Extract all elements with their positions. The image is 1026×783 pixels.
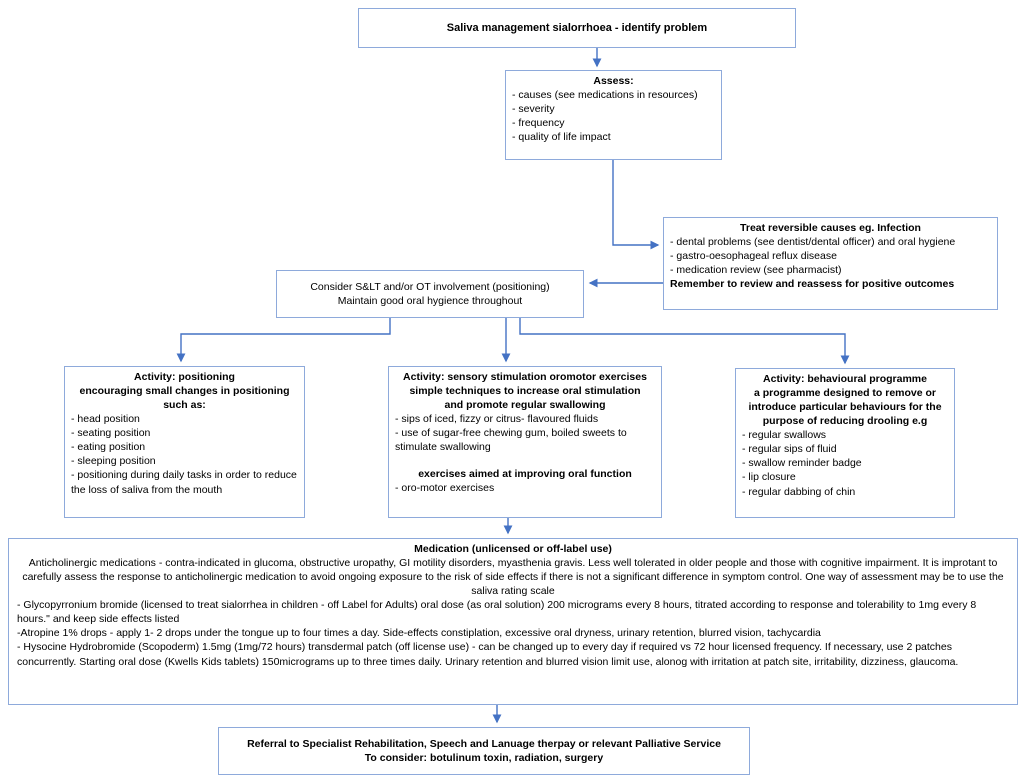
referral-box — [218, 727, 750, 775]
consider-line: Consider S&LT and/or OT involvement (positioning) — [310, 280, 550, 293]
activity-sensory-box — [388, 366, 662, 518]
heading-line: simple techniques to increase oral stimulation — [409, 385, 641, 398]
connector-assess-to-treat — [613, 160, 658, 245]
referral-line: To consider: botulinum toxin, radiation, surgery — [364, 752, 604, 764]
list-item: - use of sugar-free chewing gum, boiled sweets to stimulate swallowing — [395, 427, 627, 454]
spacer — [395, 454, 655, 467]
medication-title: Medication (unlicensed or off-label use) — [414, 543, 612, 555]
activity-positioning-box — [64, 366, 305, 518]
list-item: - swallow reminder badge — [742, 457, 862, 470]
activity-positioning-heading — [71, 370, 298, 412]
list-item: - Hysocine Hydrobromide (Scopoderm) 1.5mg (1mg/72 hours) transdermal patch (off license use) - can be changed up to every day if required vs 72 hour licensed frequency. If necessary, use 2 patches concurrently. Starting oral dose (Kwells Kids tablets) 150micrograms up to three times daily. Urinary retention and blurred vision limit use, alonog with irritation at patch site, irritability, dizziness, glaucoma. — [17, 641, 959, 668]
list-item: - positioning during daily tasks in order to reduce the loss of saliva from the mouth — [71, 469, 297, 496]
heading-line: introduce particular behaviours for the — [748, 401, 942, 414]
activity-sensory-items2 — [395, 481, 655, 495]
list-item: - frequency — [512, 117, 565, 130]
heading-line: purpose of reducing drooling e.g — [762, 415, 928, 428]
assess-title: Assess: — [593, 75, 634, 87]
medication-paragraph: Anticholinergic medications - contra-indicated in glucoma, obstructive uropathy, GI motility disorders, myasthenia gravis. Less well tolerated in older people and those with cognitive impairment. It is improtant to carefully assess the response to anticholinergic medication to avoid ongoing exposure to the risk of side effects if there is not a significant difference in symptom control. One way of assessment may be to use the saliva rating scale — [22, 557, 1004, 598]
activity-sensory-heading — [395, 370, 655, 412]
heading-line: Activity: positioning — [134, 371, 235, 383]
list-item: - lip closure — [742, 471, 796, 484]
treat-footer: Remember to review and reassess for positive outcomes — [670, 278, 955, 291]
list-item: - severity — [512, 103, 555, 116]
list-item: - eating position — [71, 441, 146, 454]
list-item: - head position — [71, 413, 140, 426]
list-item: - quality of life impact — [512, 131, 611, 144]
list-item: - dental problems (see dentist/dental officer) and oral hygiene — [670, 236, 956, 249]
activity-sensory-items — [395, 412, 655, 454]
list-item: -Atropine 1% drops - apply 1- 2 drops under the tongue up to four times a day. Side-effects constiplation, excessive oral dryness, urinary retention, blurred vision, tachycardia — [17, 627, 821, 640]
heading-line: and promote regular swallowing — [444, 399, 606, 412]
list-item: - oro-motor exercises — [395, 482, 495, 495]
assess-box — [505, 70, 722, 160]
consider-slt-ot-box — [276, 270, 584, 318]
activity-positioning-items — [71, 412, 298, 496]
heading-line: Activity: sensory stimulation oromotor exercises — [403, 371, 647, 383]
list-item: - Glycopyrronium bromide (licensed to treat sialorrhea in children - off Label for Adults) oral dose (as oral solution) 200 micrograms every 8 hours, titrated according to response and tolerability to 1mg every 8 hours." and keep side effects listed — [17, 599, 977, 626]
connector-consider-to-positioning — [181, 318, 390, 361]
consider-line: Maintain good oral hygience throughout — [337, 295, 523, 307]
list-item: - seating position — [71, 427, 151, 440]
referral-line: Referral to Specialist Rehabilitation, Speech and Lanuage therpay or relevant Palliative Service — [247, 737, 721, 750]
list-item: - regular swallows — [742, 429, 827, 442]
activity-behavioural-box — [735, 368, 955, 518]
list-item: - regular sips of fluid — [742, 443, 837, 456]
heading-line: Activity: behavioural programme — [763, 373, 927, 385]
connector-consider-to-behavioural — [520, 318, 845, 363]
list-item: - regular dabbing of chin — [742, 485, 856, 498]
list-item: - causes (see medications in resources) — [512, 89, 698, 102]
title-box — [358, 8, 796, 48]
list-item: - sips of iced, fizzy or citrus- flavoured fluids — [395, 413, 599, 426]
activity-behavioural-heading — [742, 372, 948, 428]
activity-sensory-subheading: exercises aimed at improving oral function — [418, 468, 632, 481]
treat-title: Treat reversible causes eg. Infection — [740, 222, 921, 234]
treat-items — [670, 235, 991, 277]
heading-line: a programme designed to remove or — [753, 387, 937, 400]
medication-items — [17, 598, 1009, 668]
title-box-text: Saliva management sialorrhoea - identify problem — [446, 21, 708, 34]
treat-reversible-causes-box — [663, 217, 998, 310]
medication-box — [8, 538, 1018, 705]
list-item: - sleeping position — [71, 455, 156, 468]
activity-behavioural-items — [742, 428, 948, 498]
heading-line: encouraging small changes in positioning — [79, 385, 290, 398]
heading-line: such as: — [163, 399, 206, 412]
assess-items — [512, 88, 715, 144]
list-item: - gastro-oesophageal reflux disease — [670, 250, 837, 263]
list-item: - medication review (see pharmacist) — [670, 264, 842, 277]
